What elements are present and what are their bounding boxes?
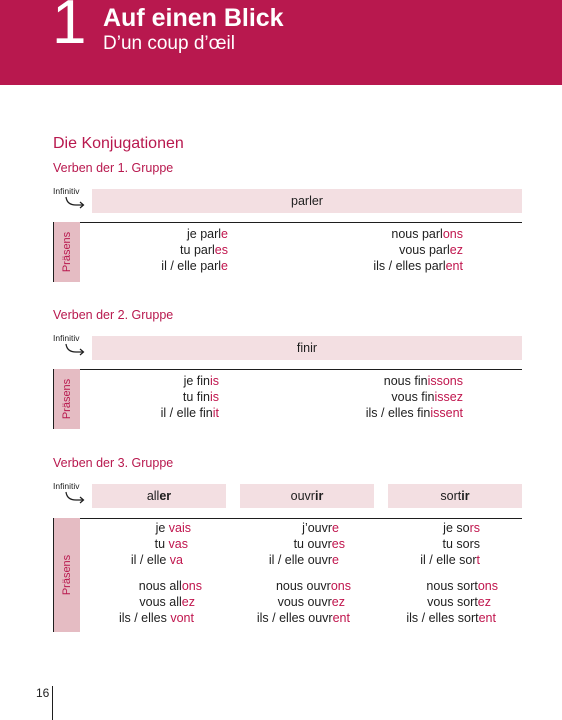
tense-label: Präsens [60, 554, 73, 596]
conjugation-form: ils / elles vont [118, 611, 194, 625]
chapter-subtitle: D’un coup d’œil [103, 33, 235, 54]
conjugation-form: ils / elles parlent [373, 259, 463, 273]
curved-arrow-icon [64, 491, 86, 505]
conjugation-form: nous sortons [426, 579, 498, 593]
conjugation-form: nous finissons [383, 374, 463, 388]
conjugation-form: je vais [155, 521, 191, 535]
divider [53, 222, 54, 282]
group-1-title: Verben der 1. Gruppe [53, 161, 174, 175]
conjugation-form: tu sors [442, 537, 480, 551]
conjugation-form: nous ouvrons [275, 579, 351, 593]
conjugation-form: je finis [183, 374, 219, 388]
conjugation-form: il / elle ouvre [268, 553, 339, 567]
conjugation-form: il / elle va [130, 553, 183, 567]
chapter-title: Auf einen Blick [103, 4, 284, 32]
conjugation-form: je parle [187, 227, 228, 241]
conjugation-form: tu parles [180, 243, 228, 257]
divider [53, 518, 522, 519]
infinitive-text: parler [291, 194, 323, 208]
tense-box [53, 369, 80, 429]
infinitive-bar [92, 189, 522, 213]
divider [53, 369, 522, 370]
page-divider [52, 686, 53, 720]
conjugation-form: vous parlez [399, 243, 463, 257]
conjugation-form: tu ouvres [293, 537, 345, 551]
curved-arrow-icon [64, 343, 86, 357]
conjugation-form: il / elle parle [161, 259, 228, 273]
divider [53, 369, 54, 429]
infinitive-label: Infinitiv [53, 481, 80, 491]
conjugation-form: ils / elles ouvrent [256, 611, 350, 625]
conjugation-form: il / elle finit [160, 406, 219, 420]
group-3-title: Verben der 3. Gruppe [53, 456, 174, 470]
infinitive-label: Infinitiv [53, 333, 80, 343]
infinitive-bar [92, 336, 522, 360]
section-title: Die Konjugationen [53, 135, 184, 152]
conjugation-form: je sors [443, 521, 480, 535]
conjugation-form: il / elle sort [420, 553, 480, 567]
infinitive-bar: ouvrir [240, 484, 374, 508]
conjugation-form: vous sortez [427, 595, 491, 609]
conjugation-form: nous allons [138, 579, 202, 593]
conjugation-form: nous parlons [391, 227, 463, 241]
divider [53, 518, 54, 632]
page-number: 16 [36, 686, 50, 700]
chapter-number: 1 [52, 0, 87, 57]
conjugation-form: vous ouvrez [277, 595, 345, 609]
chapter-header [0, 0, 562, 85]
group-2-title: Verben der 2. Gruppe [53, 308, 174, 322]
tense-label: Präsens [60, 378, 73, 420]
tense-box [53, 518, 80, 632]
curved-arrow-icon [64, 196, 86, 210]
infinitive-text: finir [296, 341, 318, 355]
conjugation-form: ils / elles sortent [406, 611, 496, 625]
divider [53, 222, 522, 223]
conjugation-form: tu finis [182, 390, 219, 404]
conjugation-form: vous allez [139, 595, 195, 609]
conjugation-form: j’ouvre [302, 521, 339, 535]
conjugation-form: ils / elles finissent [365, 406, 463, 420]
tense-label: Präsens [60, 231, 73, 273]
conjugation-form: vous finissez [391, 390, 463, 404]
infinitive-label: Infinitiv [53, 186, 80, 196]
infinitive-bar: aller [92, 484, 226, 508]
infinitive-bar: sortir [388, 484, 522, 508]
conjugation-form: tu vas [154, 537, 188, 551]
tense-box [53, 222, 80, 282]
